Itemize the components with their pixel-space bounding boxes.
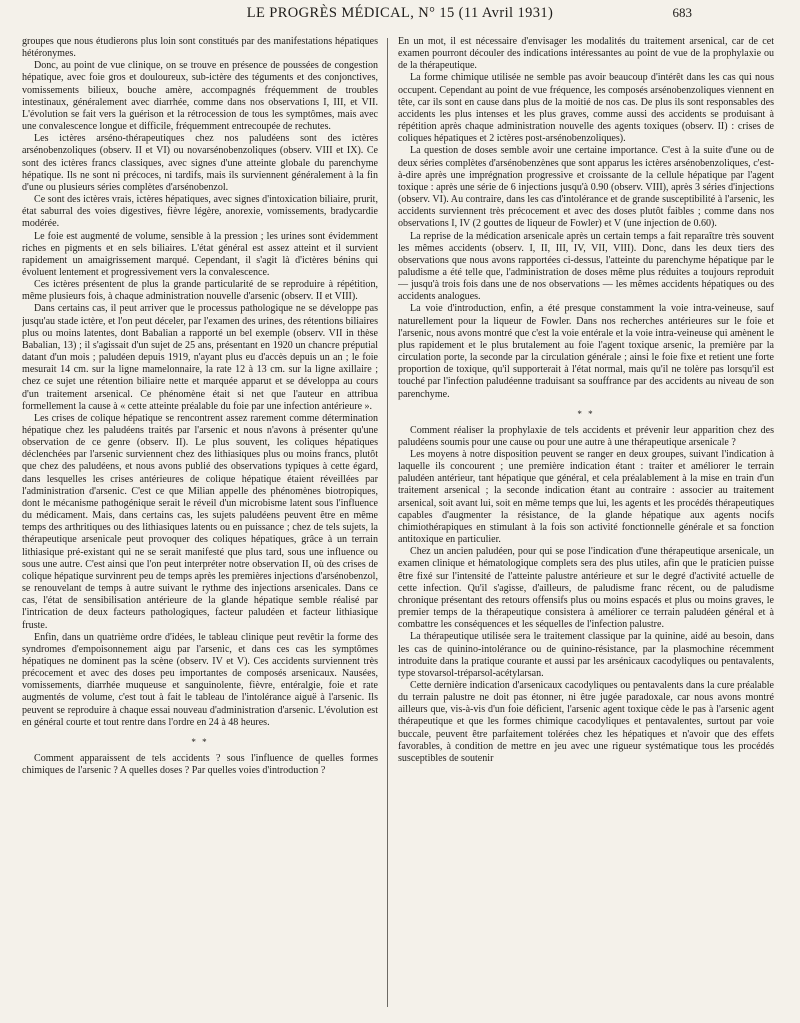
- paragraph: Les moyens à notre disposition peuvent se ranger en deux groupes, suivant l'indication à laquelle ils concourent ; une première indication étant : traiter et améliorer le terrain paludéen antérieur, tant hépatique que général, et cela préalablement à la mise en train d'un traitement arsenical ; la seconde indication étant au contraire : associer au traitement arsenical, soit avant lui, soit en même temps que lui, les agents et les procédés thérapeutiques capables d'augmenter la résistance, de la glande hépatique aux agents nocifs chimiothérapiques en stimulant à la fois son activité fonctionnelle générale et sa fonction antitoxique en particulier.: [398, 449, 774, 546]
- column-divider: [387, 38, 388, 1007]
- paragraph: Ce sont des ictères vrais, ictères hépatiques, avec signes d'intoxication biliaire, prurit, état saburral des voies digestives, fièvre légère, anorexie, vomissements, bradycardie modérée.: [22, 194, 378, 230]
- paragraph: Cette dernière indication d'arsenicaux cacodyliques ou pentavalents dans la cure préalable du terrain palustre ne doit pas étonner, ni être jugée paradoxale, car nous avons montré ailleurs que, vis-à-vis d'un foie déficient, l'arsenic agent toxique cède le pas à l'arsenic agent thérapeutique et que les formes chimique cacodyliques et pentavalentes, surtout par voie buccale, peuvent être parfaitement tolérées chez les hépatiques et n'avoir que des effets favorables, à condition de mettre en jeu avec une rigueur systématique tous les procédés susceptibles de soutenir: [398, 679, 774, 764]
- paragraph: La voie d'introduction, enfin, a été presque constamment la voie intra-veineuse, sauf naturellement pour la liqueur de Fowler. Dans nos recherches antérieures sur le foie et l'arsenic, nous avons montré que c'est la voie entérale et la voie intra-veineuse qui amènent le plus rapidement et le plus brutalement au foie l'agent toxique arsenic, la première par la circulation porte, la seconde par la circulation générale ; ainsi le foie fixe et retient une forte proportion de toxique, qu'il supporterait à l'état normal, mais qu'il ne tolère pas lorsqu'il est touché par l'infection paludéenne traduisant sa souffrance par des accidents au niveau de son parenchyme.: [398, 303, 774, 400]
- section-separator: * *: [577, 408, 595, 419]
- paragraph: Comment réaliser la prophylaxie de tels accidents et prévenir leur apparition chez des paludéens soumis pour une cause ou pour une autre à une thérapeutique arsenicale ?: [398, 424, 774, 448]
- paragraph: Ces ictères présentent de plus la grande particularité de se reproduire à répétition, même plusieurs fois, à chaque administration nouvelle d'arsenic (observ. II et VIII).: [22, 279, 378, 303]
- running-header: [0, 3, 800, 25]
- paragraph: Comment apparaissent de tels accidents ? sous l'influence de quelles formes chimiques de l'arsenic ? A quelles doses ? Par quelles voies d'introduction ?: [22, 752, 378, 777]
- page-number: 683: [672, 5, 692, 20]
- paragraph: Chez un ancien paludéen, pour qui se pose l'indication d'une thérapeutique arsenicale, un examen clinique et hématologique complets sera des plus utiles, afin que le praticien puisse être fixé sur l'intensité de l'atteinte palustre antérieure et sur le degré d'activité actuelle de cette infection. Qu'il s'agisse, d'ailleurs, de paludisme franc récent, ou de paludisme chronique présentant des retours offensifs plus ou moins espacés et plus ou moins graves, le premier temps de la thérapeutique consistera à améliorer ce terrain paludéen général et à combattre les conséquences et les séquelles de l'infection palustre.: [398, 546, 774, 631]
- right-text-column: [398, 36, 774, 1015]
- journal-title: LE PROGRÈS MÉDICAL, N° 15 (11 Avril 1931): [246, 5, 554, 21]
- paragraph: La reprise de la médication arsenicale après un certain temps a fait reparaître très souvent les mêmes accidents (observ. I, II, III, IV, VII, VIII). Donc, dans les deux tiers des observations que nous avons rapportées ci-dessus, l'atteinte du parenchyme hépatique par le paludisme a été telle que, l'administration de doses même plus réduites a toujours reproduit — jusqu'à trois fois dans une de nos observations — les mêmes accidents hépatiques ou des accidents analogues.: [398, 230, 774, 303]
- paragraph: Enfin, dans un quatrième ordre d'idées, le tableau clinique peut revêtir la forme des syndromes d'empoisonnement aigu par l'arsenic, et dans ces cas les symptômes hépatiques ne dominent pas la scène (observ. IV et V). Ces accidents surviennent très précocement et avec des doses peu importantes de composés arsenicaux. Nausées, vomissements, diarrhée muqueuse et sanguinolente, fièvre, entéralgie, foie et rate augmentés de volume, c'est tout à fait le tableau de l'intolérance aiguë à l'arsenic. Ils peuvent se reproduire à chaque essai nouveau d'administration d'arsenic. L'évolution est en général courte et tout rentre dans l'ordre en 24 à 48 heures.: [22, 631, 378, 728]
- paragraph: La forme chimique utilisée ne semble pas avoir beaucoup d'intérêt dans les cas qui nous occupent. Cependant au point de vue fréquence, les composés arsénobenzoliques viennent en tête, car ils sont en cause dans plus de la moitié de nos cas. De plus ils sont responsables des accidents les plus intenses et les plus graves, comme aussi des accidents se produisant à répétition après chaque administration nouvelle des agents toxiques (observ. II) : crises de coliques hépatiques et 2 ictères post-arsénobenzoliques).: [398, 72, 774, 145]
- paragraph: Le foie est augmenté de volume, sensible à la pression ; les urines sont évidemment riches en pigments et en sels biliaires. L'état général est assez atteint et il survient rapidement un amaigrissement marqué. Cependant, il s'agit là d'ictères bénins qui évoluent lentement et progressivement vers la convalescence.: [22, 230, 378, 278]
- left-text-column: [22, 36, 378, 1015]
- paragraph: Les crises de colique hépatique se rencontrent assez rarement comme détermination hépatique chez les paludéens traités par l'arsenic et nous n'avons à présenter qu'une observation de ce genre (observ. II). Le plus souvent, les coliques hépatiques déclenchées par l'arsenic surviennent chez des lithiasiques plus ou moins francs, plutôt que chez des paludéens, et nous avons publié des observations typiques à cette égard, dans lesquelles les crises antérieures de colique hépatique étaient réveillées par l'administration d'arsenic. C'est ce que Milian appelle des phénomènes biotropiques, dont le mécanisme pathogénique serait le réveil d'un microbisme latent sous l'influence du médicament. Mais, dans certains cas, les sujets paludéens peuvent être en même temps des arthritiques ou des lithiasiques latents ou en puissance ; chez de tels sujets, la thérapeutique arsenicale peut provoquer des coliques hépatiques, grâce à un terrain lithiasique pré-existant qui ne se serait manifesté que plus tard, sous une influence ou sous une autre. C'est ainsi que l'on peut interpréter notre observation II, où des crises de colique hépatique survinrent peu de temps après les premières injections d'arsénobenzol, se renouvelant de temps à autre suivant le rythme des injections arsenicales. Dans ce cas, l'état de sensibilisation antérieure de la glande hépatique semble réalisé par l'intrication de deux facteurs pathologiques, facteur paludéen et facteur lithiasique fruste.: [22, 412, 378, 631]
- paragraph: La question de doses semble avoir une certaine importance. C'est à la suite d'une ou de deux séries complètes d'arsénobenzènes que sont apparus les ictères arsénobenzoliques, c'est-à-dire après une imprégnation progressive et croissante de la cellule hépatique par l'agent toxique : après une série de 6 injections jusqu'à 0.90 (observ. VIII), après 3 séries d'injections (observ. VI). Au contraire, dans les cas d'intolérance et de grande susceptibilité à l'arsenic, les accidents surviennent très précocement et avec des doses plutôt faibles ; comme dans nos observations I, IV (2 gouttes de liqueur de Fowler) et V (une injection de 0.60).: [398, 145, 774, 230]
- paragraph: Donc, au point de vue clinique, on se trouve en présence de poussées de congestion hépatique, avec foie gros et douloureux, sub-ictère des téguments et des conjonctives, vomissements bilieux, bouche amère, accompagnés fréquemment de troubles intestinaux, généralement avec diarrhée, comme dans nos observations I, III, et VII. L'évolution se fait vers la guérison et la rétrocession de tous les symptômes, mais avec une convalescence longue et difficile, fréquemment entrecoupée de rechutes.: [22, 60, 378, 133]
- paragraph: Dans certains cas, il peut arriver que le processus pathologique ne se développe pas jusqu'au stade ictère, et l'on peut déceler, par l'examen des urines, des rétentions biliaires plus ou moins latentes, dont Babalian a rapporté un bel exemple (observ. VII in thèse Babalian, 13) ; il s'agissait d'un sujet de 25 ans, présentant en 1920 un chancre préputial datant d'un mois ; paludéen depuis 1919, n'ayant plus eu d'accès depuis un an ; le foie mesurait 14 cm. sur la ligne mamelonnaire, la rate 12 à 13 cm. sur la ligne axillaire ; chez ce sujet une rétention biliaire nette et marquée apparut et se développa au cours d'un traitement arsenical. Ce phénomène était si net que l'auteur en attribua formellement la cause à « cette atteinte préalable du foie par une infection antérieure ».: [22, 303, 378, 412]
- paragraph: La thérapeutique utilisée sera le traitement classique par la quinine, aidé au besoin, dans les cas de quinino-intolérance ou de quinino-résistance, par la plasmochine récemment introduite dans la pratique courante et aussi par les arsénicaux cacodyliques ou pentavalents, type stovarsol-tréparsol-acétylarsan.: [398, 631, 774, 679]
- section-separator: * *: [191, 736, 209, 747]
- paragraph: groupes que nous étudierons plus loin sont constitués par des manifestations hépatiques hétéronymes.: [22, 36, 378, 60]
- paragraph: Les ictères arséno-thérapeutiques chez nos paludéens sont des ictères arsénobenzoliques (observ. II et VI) ou novarsénobenzoliques (observ. VIII et IX). Ce sont des ictères francs classiques, avec signes d'une atteinte globale du parenchyme hépatique. Ils ne sont ni précoces, ni tardifs, mais ils surviennent généralement à la fin d'une ou plusieurs séries complètes d'arsénobenzol.: [22, 133, 378, 193]
- paragraph: En un mot, il est nécessaire d'envisager les modalités du traitement arsenical, car de cet examen pourront découler des indications intéressantes au point de vue de la prophylaxie ou de la thérapeutique.: [398, 36, 774, 72]
